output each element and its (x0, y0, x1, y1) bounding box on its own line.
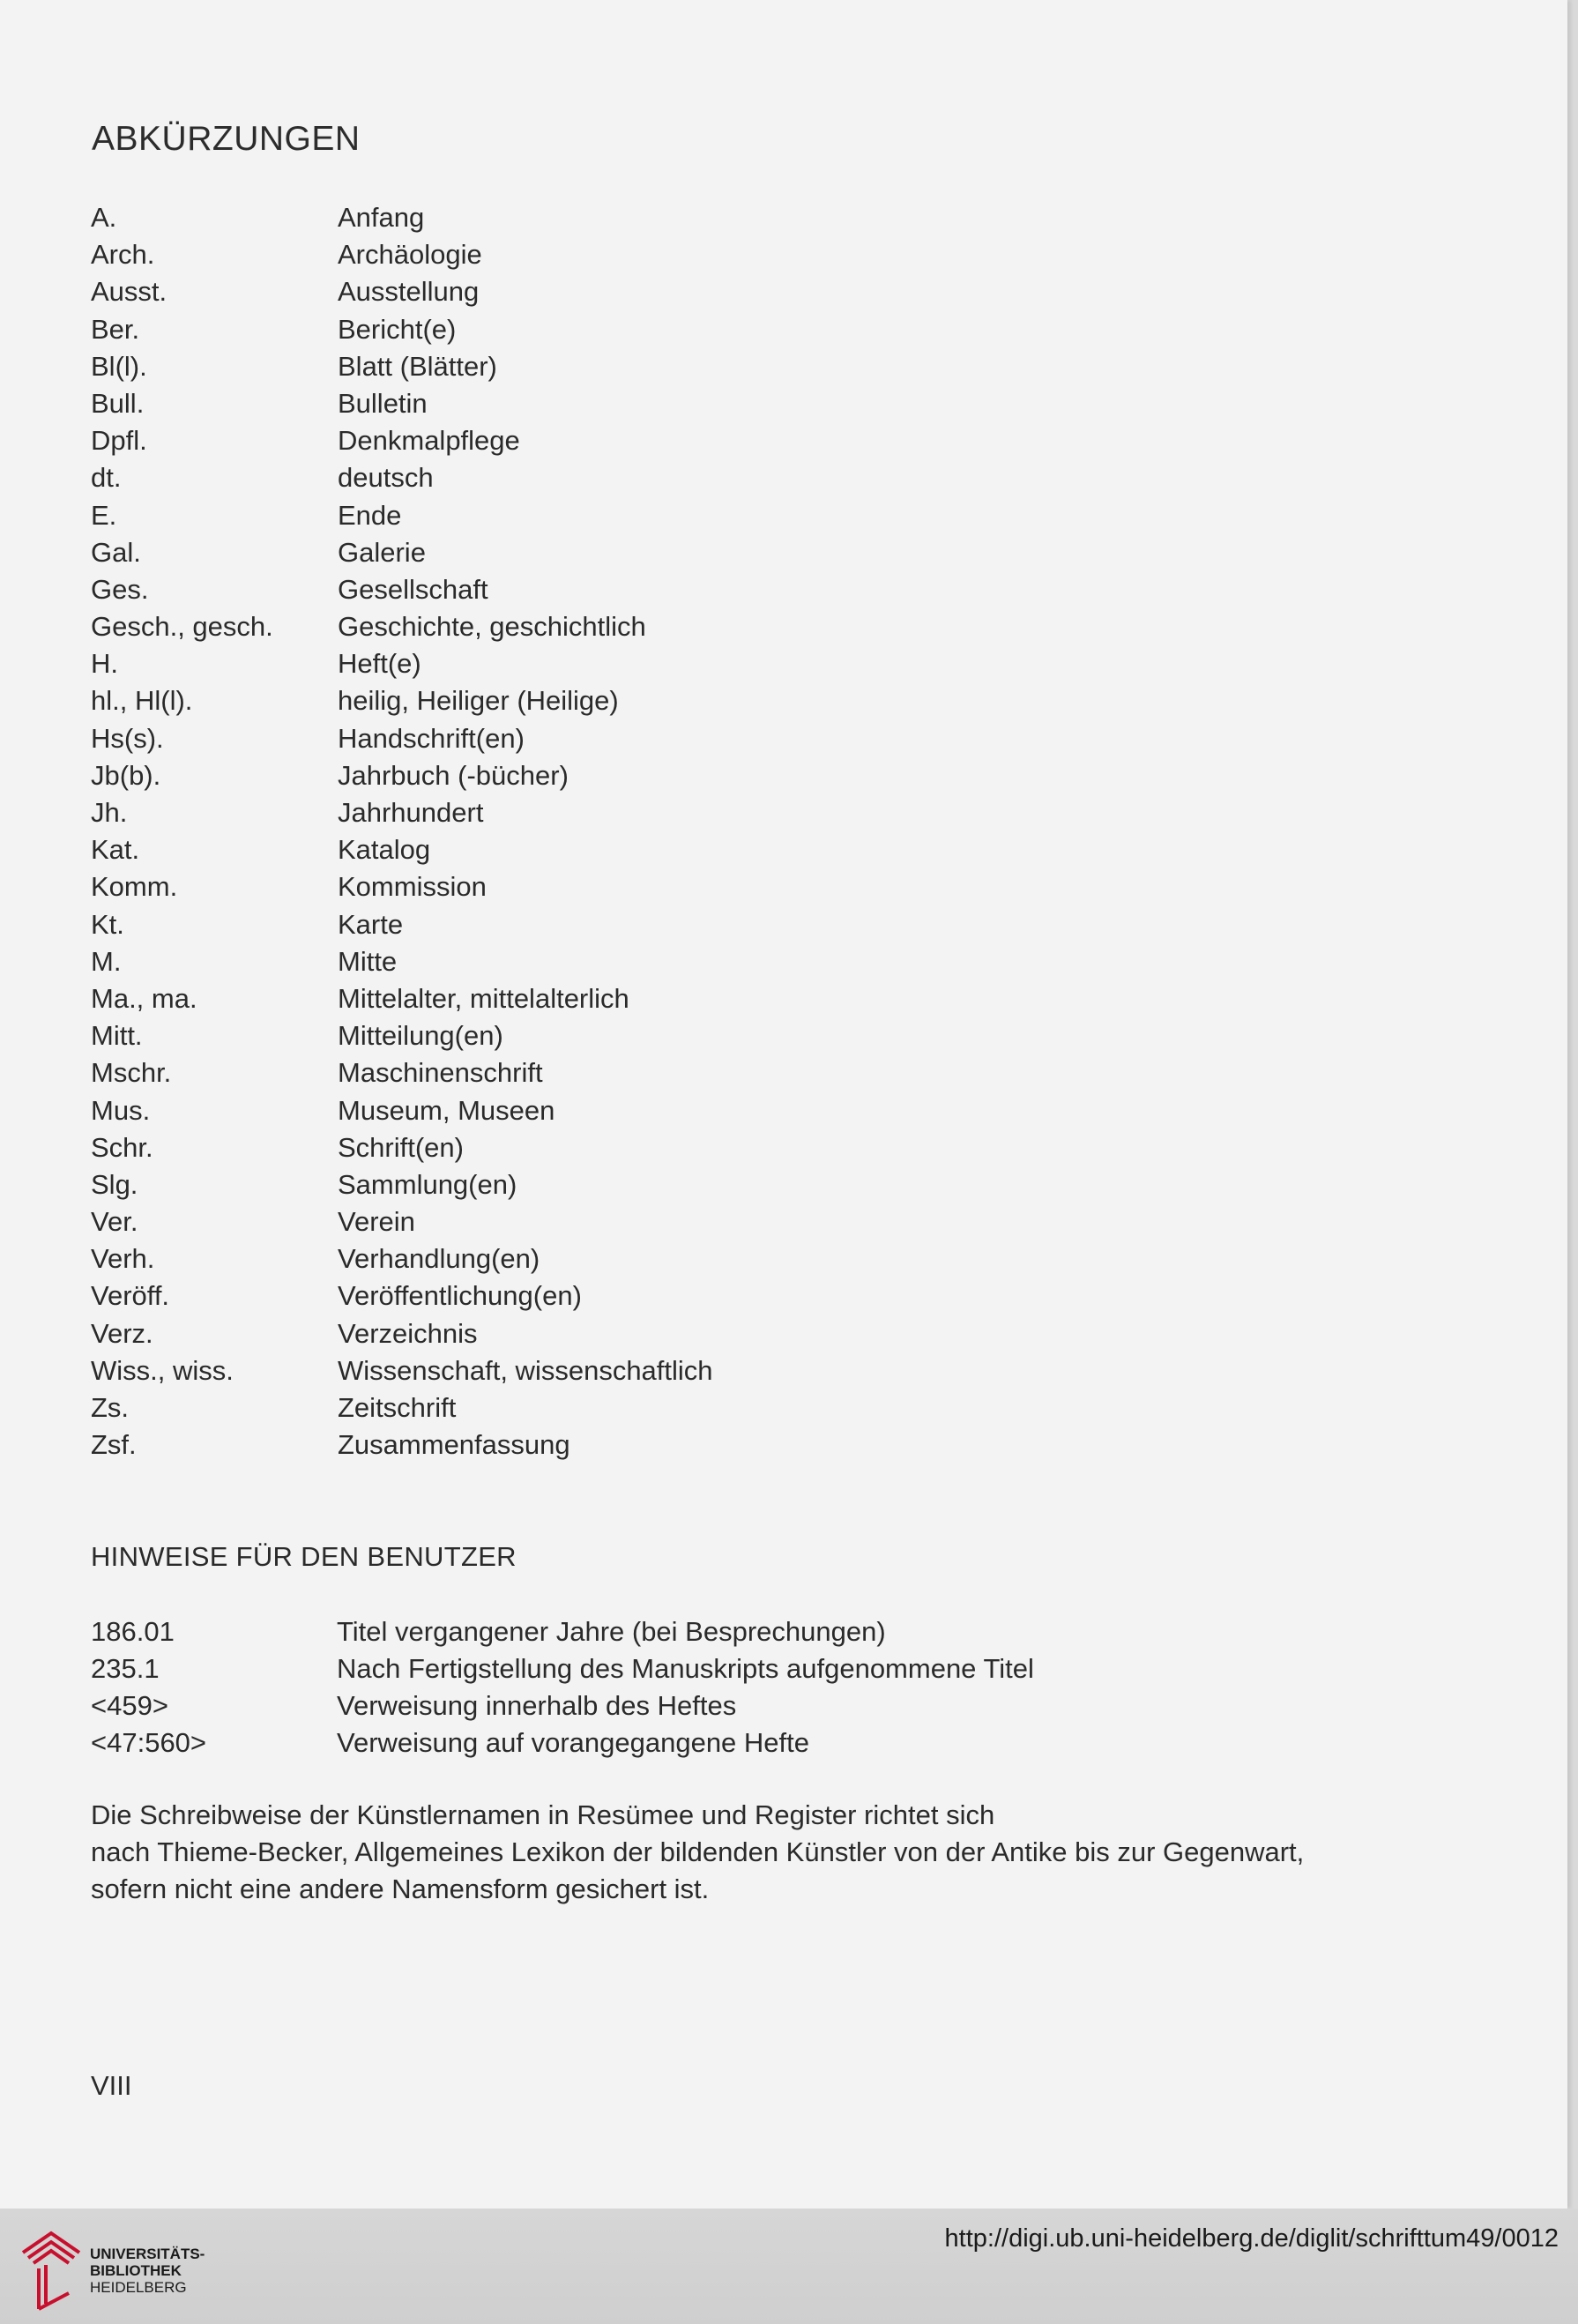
abbreviation-term: E. (91, 499, 117, 531)
abbreviation-row (91, 1389, 713, 1426)
library-name (90, 2246, 205, 2296)
abbreviation-row (91, 385, 713, 422)
abbreviation-row (91, 422, 713, 459)
abbreviation-row (91, 608, 713, 645)
abbreviation-row (91, 1166, 713, 1203)
abbreviation-meaning: Denkmalpflege (338, 425, 520, 457)
note-line: sofern nicht eine andere Namensform gesichert ist. (91, 1873, 710, 1904)
abbreviation-meaning: Mitte (338, 945, 398, 977)
abbreviation-row (91, 1240, 713, 1277)
abbreviation-term: A. (91, 202, 117, 233)
abbreviation-row (91, 497, 713, 534)
abbreviation-row (91, 571, 713, 608)
abbreviation-row (91, 1426, 713, 1464)
abbreviation-term: Jh. (91, 797, 128, 828)
abbreviation-meaning: Anfang (338, 202, 425, 233)
abbreviation-meaning: deutsch (338, 462, 434, 494)
abbreviation-row (91, 943, 713, 980)
abbreviation-meaning: Karte (338, 908, 404, 940)
hint-code: <47:560> (91, 1727, 207, 1758)
abbreviation-meaning: Mittelalter, mittelalterlich (338, 982, 629, 1014)
abbreviation-meaning: Bericht(e) (338, 313, 457, 345)
abbreviation-term: Verh. (91, 1243, 155, 1275)
library-name-line: HEIDELBERG (90, 2279, 187, 2296)
abbreviation-row (91, 1129, 713, 1166)
abbreviations-heading: ABKÜRZUNGEN (92, 120, 361, 158)
abbreviation-row (91, 199, 713, 236)
note-line: nach Thieme-Becker, Allgemeines Lexikon der bildenden Künstler von der Antike bis zur Gegenwart, (91, 1836, 1305, 1867)
abbreviation-meaning: heilig, Heiliger (Heilige) (338, 685, 619, 717)
abbreviation-meaning: Galerie (338, 536, 426, 568)
abbreviation-term: M. (91, 945, 122, 977)
abbreviation-meaning: Geschichte, geschichtlich (338, 611, 646, 643)
abbreviation-term: Veröff. (91, 1280, 170, 1312)
hint-description: Titel vergangener Jahre (bei Besprechungen) (337, 1616, 886, 1647)
abbreviation-row (91, 682, 713, 719)
hint-code: 235.1 (91, 1653, 160, 1684)
abbreviation-list (91, 199, 713, 1464)
hint-description: Verweisung auf vorangegangene Hefte (337, 1727, 810, 1758)
abbreviation-row (91, 1352, 713, 1389)
abbreviation-term: Dpfl. (91, 425, 147, 457)
abbreviation-meaning: Verein (338, 1206, 415, 1238)
abbreviation-meaning: Veröffentlichung(en) (338, 1280, 582, 1312)
abbreviation-row (91, 273, 713, 310)
abbreviation-row (91, 1092, 713, 1129)
abbreviation-term: Komm. (91, 871, 178, 903)
abbreviation-term: Mschr. (91, 1057, 172, 1089)
abbreviation-term: Ber. (91, 313, 140, 345)
abbreviation-meaning: Bulletin (338, 387, 428, 419)
abbreviation-term: hl., Hl(l). (91, 685, 193, 717)
abbreviation-term: Ges. (91, 573, 149, 605)
abbreviation-meaning: Museum, Museen (338, 1094, 555, 1126)
hint-code: 186.01 (91, 1616, 175, 1647)
source-url-link[interactable]: http://digi.ub.uni-heidelberg.de/diglit/schrifttum49/0012 (944, 2224, 1559, 2253)
abbreviation-row (91, 1017, 713, 1054)
user-notes-heading: HINWEISE FÜR DEN BENUTZER (91, 1541, 517, 1572)
abbreviation-row (91, 831, 713, 868)
abbreviation-term: Mus. (91, 1094, 151, 1126)
abbreviation-term: Gesch., gesch. (91, 611, 273, 643)
abbreviation-row (91, 534, 713, 571)
hint-row (91, 1613, 1034, 1650)
hint-description: Verweisung innerhalb des Heftes (337, 1690, 737, 1721)
abbreviation-meaning: Gesellschaft (338, 573, 488, 605)
abbreviation-term: Zs. (91, 1392, 130, 1423)
abbreviation-meaning: Katalog (338, 834, 431, 866)
abbreviation-meaning: Jahrbuch (-bücher) (338, 759, 569, 791)
abbreviation-meaning: Blatt (Blätter) (338, 350, 497, 382)
abbreviation-term: Mitt. (91, 1020, 143, 1052)
abbreviation-meaning: Wissenschaft, wissenschaftlich (338, 1354, 713, 1386)
abbreviation-row (91, 757, 713, 794)
abbreviation-row (91, 794, 713, 831)
abbreviation-term: Ausst. (91, 276, 167, 308)
abbreviation-meaning: Heft(e) (338, 648, 421, 680)
abbreviation-term: Bl(l). (91, 350, 147, 382)
abbreviation-meaning: Zusammenfassung (338, 1429, 570, 1461)
abbreviation-term: Wiss., wiss. (91, 1354, 234, 1386)
abbreviation-row (91, 906, 713, 943)
abbreviation-term: Verz. (91, 1317, 153, 1349)
abbreviation-row (91, 1054, 713, 1091)
abbreviation-row (91, 236, 713, 273)
abbreviation-term: Hs(s). (91, 722, 164, 754)
abbreviation-term: Gal. (91, 536, 141, 568)
abbreviation-row (91, 980, 713, 1017)
hint-row (91, 1687, 1034, 1724)
abbreviation-term: Kt. (91, 908, 124, 940)
abbreviation-meaning: Zeitschrift (338, 1392, 457, 1423)
library-name-line: UNIVERSITÄTS- (90, 2246, 205, 2262)
abbreviation-row (91, 1277, 713, 1315)
abbreviation-meaning: Sammlung(en) (338, 1168, 517, 1200)
ub-heidelberg-logo-icon (16, 2226, 86, 2314)
abbreviation-term: Jb(b). (91, 759, 161, 791)
abbreviation-meaning: Jahrhundert (338, 797, 484, 828)
abbreviation-term: dt. (91, 462, 122, 494)
abbreviation-term: Ver. (91, 1206, 138, 1238)
abbreviation-row (91, 1315, 713, 1352)
hint-row (91, 1724, 1034, 1762)
abbreviation-meaning: Kommission (338, 871, 487, 903)
naming-note (91, 1797, 1413, 1908)
abbreviation-term: Schr. (91, 1131, 153, 1163)
abbreviation-term: Ma., ma. (91, 982, 197, 1014)
abbreviation-meaning: Mitteilung(en) (338, 1020, 503, 1052)
hint-code: <459> (91, 1690, 168, 1721)
abbreviation-meaning: Maschinenschrift (338, 1057, 543, 1089)
abbreviation-term: H. (91, 648, 118, 680)
abbreviation-row (91, 720, 713, 757)
note-line: Die Schreibweise der Künstlernamen in Resümee und Register richtet sich (91, 1799, 995, 1830)
abbreviation-meaning: Verhandlung(en) (338, 1243, 540, 1275)
abbreviation-term: Kat. (91, 834, 140, 866)
abbreviation-meaning: Verzeichnis (338, 1317, 478, 1349)
abbreviation-row (91, 1203, 713, 1240)
abbreviation-term: Bull. (91, 387, 145, 419)
abbreviation-row (91, 459, 713, 496)
abbreviation-term: Slg. (91, 1168, 138, 1200)
hint-description: Nach Fertigstellung des Manuskripts aufgenommene Titel (337, 1653, 1034, 1684)
abbreviation-term: Arch. (91, 239, 155, 271)
library-name-line: BIBLIOTHEK (90, 2262, 182, 2279)
abbreviation-meaning: Ende (338, 499, 402, 531)
abbreviation-term: Zsf. (91, 1429, 137, 1461)
abbreviation-row (91, 348, 713, 385)
page-number: VIII (91, 2070, 132, 2101)
abbreviation-row (91, 311, 713, 348)
abbreviation-meaning: Handschrift(en) (338, 722, 525, 754)
abbreviation-meaning: Ausstellung (338, 276, 480, 308)
abbreviation-row (91, 868, 713, 905)
hints-list (91, 1613, 1034, 1762)
hint-row (91, 1650, 1034, 1687)
abbreviation-meaning: Archäologie (338, 239, 482, 271)
abbreviation-row (91, 645, 713, 682)
abbreviation-meaning: Schrift(en) (338, 1131, 464, 1163)
